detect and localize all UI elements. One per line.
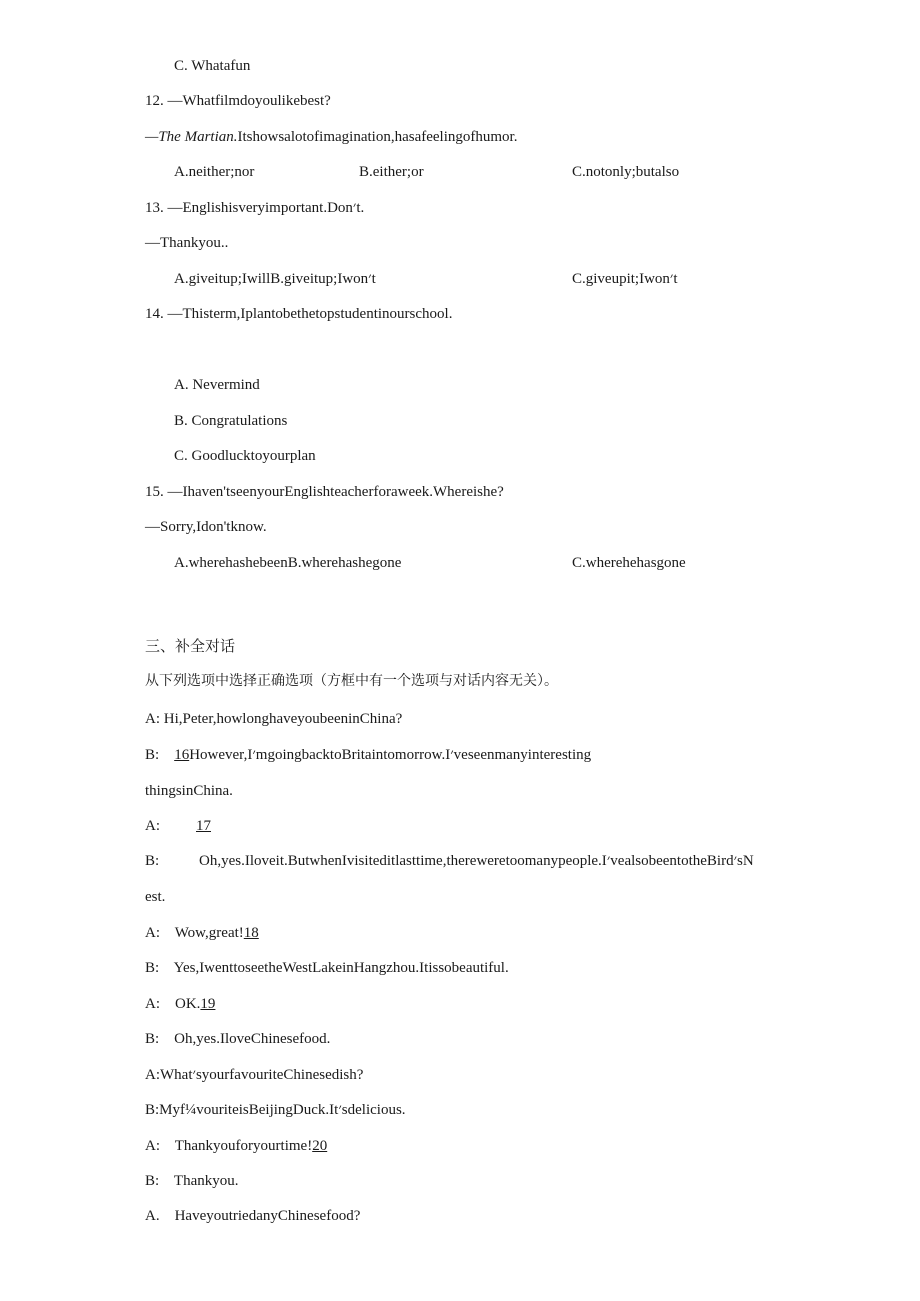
- section-instruction: 从下列选项中选择正确选项（方框中有一个选项与对话内容无关）。: [145, 673, 558, 689]
- q13-option-c: C.giveupit;Iwon׳t: [572, 271, 678, 287]
- dialogue-line-2-text: However,I׳mgoingbacktoBritaintomorrow.I׳veseenmanyinteresting: [189, 747, 592, 763]
- q15-option-ab: A.wherehashebeenB.wherehashegone: [174, 555, 402, 571]
- dialogue-line-4-text: Oh,yes.Iloveit.ButwhenIvisiteditlasttime,thereweretoomanypeople.I׳vealsobeentotheBird׳sN: [199, 853, 754, 869]
- dialogue-line-4-speaker: B:: [145, 853, 160, 869]
- q13-option-ab: A.giveitup;IwillB.giveitup;Iwon׳t: [174, 271, 376, 287]
- dialogue-line-5-text: A: Wow,great!: [145, 925, 244, 941]
- blank-16: 16: [174, 747, 190, 763]
- dialogue-line-6: B: Yes,IwenttoseetheWestLakeinHangzhou.Itissobeautiful.: [145, 960, 509, 976]
- dialogue-line-12: B: Thankyou.: [145, 1173, 239, 1189]
- dialogue-line-3-speaker: A:: [145, 818, 160, 834]
- dialogue-line-2: [145, 746, 591, 764]
- blank-19: 19: [200, 996, 216, 1012]
- q13-reply: —Thankyou..: [145, 235, 229, 251]
- dialogue-line-8: B: Oh,yes.IloveChinesefood.: [145, 1031, 331, 1047]
- q12-stem: 12. —Whatfilmdoyoulikebest?: [145, 93, 331, 109]
- q15-reply: —Sorry,Idon'tknow.: [145, 519, 267, 535]
- dialogue-line-9: A:What׳syourfavouriteChinesedish?: [145, 1067, 364, 1083]
- q12-option-c: C.notonly;butalso: [572, 164, 680, 180]
- dialogue-line-2-cont: thingsinChina.: [145, 783, 233, 799]
- q11-option-c: C. Whatafun: [174, 58, 251, 74]
- dialogue-line-7-text: A: OK.: [145, 996, 201, 1012]
- dialogue-line-11-text: A: Thankyouforyourtime!: [145, 1138, 313, 1154]
- q15-option-c: C.wherehehasgone: [572, 555, 686, 571]
- dialogue-line-7: [145, 995, 215, 1013]
- q14-option-a: A. Nevermind: [174, 377, 260, 393]
- film-title: —The Martian.: [145, 129, 238, 145]
- q15-stem: 15. —Ihaven'tseenyourEnglishteacherforaweek.Whereishe?: [145, 484, 504, 500]
- dialogue-line-10: B:Myf¼vouriteisBeijingDuck.It׳sdelicious.: [145, 1102, 406, 1118]
- blank-17: 17: [196, 818, 211, 834]
- q12-option-a: A.neither;nor: [174, 164, 255, 180]
- q14-stem: 14. —Thisterm,Iplantobethetopstudentinourschool.: [145, 306, 453, 322]
- blank-18: 18: [243, 925, 259, 941]
- option-a: A. HaveyoutriedanyChinesefood?: [145, 1208, 361, 1224]
- section-title: 三、补全对话: [145, 637, 236, 655]
- dialogue-line-4-cont: est.: [145, 889, 166, 905]
- q12-answer: [145, 128, 517, 146]
- dialogue-line-11: [145, 1137, 327, 1155]
- q12-answer-rest: Itshowsalotofimagination,hasafeelingofhumor.: [237, 129, 518, 145]
- q14-option-c: C. Goodlucktoyourplan: [174, 448, 316, 464]
- q12-option-b: B.either;or: [359, 164, 424, 180]
- q13-stem: 13. —Englishisveryimportant.Don׳t.: [145, 200, 365, 216]
- dialogue-line-1: A: Hi,Peter,howlonghaveyoubeeninChina?: [145, 711, 403, 727]
- blank-20: 20: [312, 1138, 328, 1154]
- speaker-label: B:: [145, 747, 175, 763]
- dialogue-line-5: [145, 924, 259, 942]
- q14-option-b: B. Congratulations: [174, 413, 288, 429]
